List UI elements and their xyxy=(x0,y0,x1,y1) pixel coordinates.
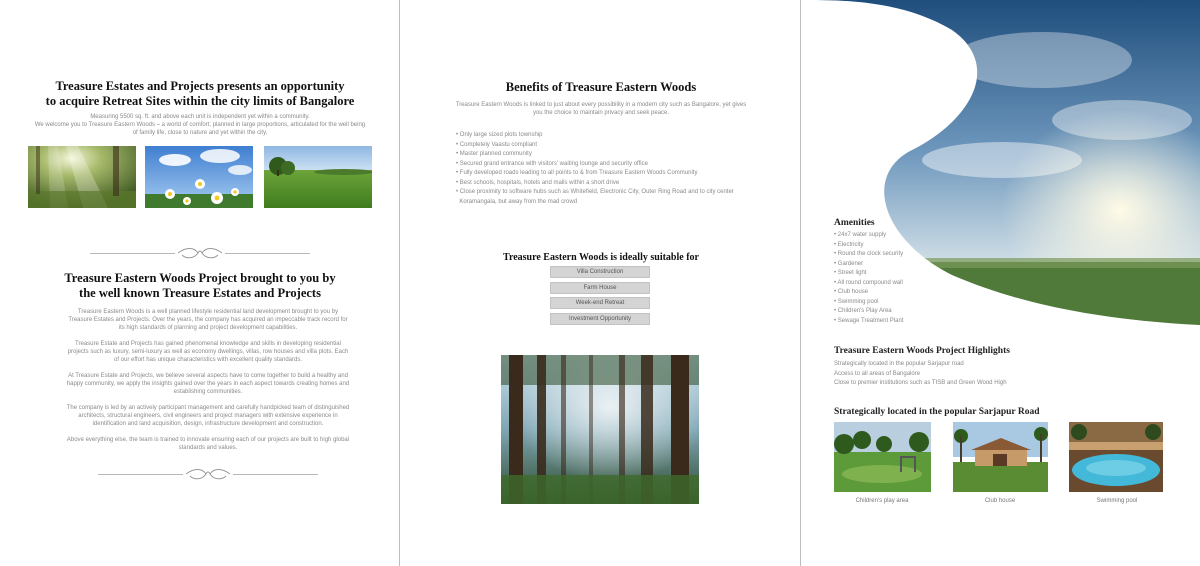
redwood-forest-photo xyxy=(501,355,699,504)
list-item: • Swimming pool xyxy=(834,298,879,305)
list-item: Access to all areas of Bangalore xyxy=(834,370,921,377)
list-item: • Round the clock security xyxy=(834,251,904,257)
main-title-line1: Treasure Estates and Projects presents an opportunity xyxy=(55,79,345,93)
list-item: • Best schools, hospitals, hotels and malls within a short drive xyxy=(456,179,620,186)
club-house-caption: Club house xyxy=(984,498,1016,504)
about-paragraph: Treasure Estate and Projects has gained phenomenal knowledge and skills in developing residential projects such as luxury, semi-luxury as well as economy dwellings, villas, row houses and villa plots. Each of our effort has unique characteristics with excellent quality standards. xyxy=(67,341,349,363)
list-item: • Secured grand entrance with visitors' waiting lounge and security office xyxy=(456,160,648,167)
green-field-photo xyxy=(264,146,372,208)
page-middle xyxy=(401,0,801,566)
benefits-intro xyxy=(451,101,751,117)
location-title: Strategically located in the popular Sarjapur Road xyxy=(834,407,1040,417)
main-title-line2: to acquire Retreat Sites within the city limits of Bangalore xyxy=(45,94,355,108)
intro-line3: of family life, close to nature and yet within the city. xyxy=(132,130,268,136)
list-item: • Fully developed roads leading to all points to & from Treasure Eastern Woods Community xyxy=(456,170,698,176)
list-item: • 24x7 water supply xyxy=(834,232,887,238)
play-area-caption: Children's play area xyxy=(855,498,909,504)
benefits-intro-line2: you the choice to maintain privacy and seek peace. xyxy=(532,110,670,116)
option-investment-opportunity: Investment Opportunity xyxy=(550,313,650,325)
about-paragraph: Above everything else, the team is trained to innovate ensuring each of our projects are built to high global standards and values. xyxy=(66,437,350,451)
highlights-title: Treasure Eastern Woods Project Highlights xyxy=(834,346,1010,356)
main-title xyxy=(20,79,380,109)
list-item: Strategically located in the popular Sarjapur road xyxy=(834,361,964,367)
list-item: • Master planned community xyxy=(456,151,532,157)
list-item: Koramangala, but away from the mad crowd xyxy=(459,198,578,205)
ornament-divider xyxy=(98,466,318,482)
section-title-line2: the well known Treasure Estates and Projects xyxy=(79,286,321,300)
list-item: • Only large sized plots township xyxy=(456,132,543,138)
page-right xyxy=(802,0,1200,566)
benefits-list xyxy=(456,131,756,207)
list-item: • Completely Vaastu compliant xyxy=(456,141,538,148)
about-paragraph: The company is led by an actively participant management and carefully handpicked team of distinguished architects, structural engineers, civil engineers and project managers with extensive experience in identification and land acquisition, design, infrastructure development and construction. xyxy=(66,405,350,427)
play-area-photo xyxy=(834,422,931,492)
section-title-line1: Treasure Eastern Woods Project brought to you by xyxy=(64,271,336,285)
list-item: • Gardener xyxy=(834,260,864,267)
swimming-pool-caption: Swimming pool xyxy=(1096,498,1138,504)
option-week-end-retreat: Week-end Retreat xyxy=(550,297,650,309)
about-paragraph: At Treasure Estate and Projects, we believe several aspects have to come together to build a healthy and happy community, we apply the insights gained over the years in each aspect towards creating homes and establishing communities. xyxy=(66,373,350,395)
list-item: • All round compound wall xyxy=(834,279,903,286)
list-item: Close to premier institutions such as TISB and Green Wood High xyxy=(834,380,1007,386)
about-body xyxy=(66,308,350,460)
list-item: • Close proximity to software hubs such as Whitefield, Electronic City, Outer Ring Road and to city center xyxy=(456,189,734,195)
amenities-list xyxy=(834,231,1034,326)
club-house-photo xyxy=(953,422,1048,492)
suitable-title: Treasure Eastern Woods is ideally suitable for xyxy=(503,252,699,263)
list-item: • Street light xyxy=(834,270,867,276)
benefits-title: Benefits of Treasure Eastern Woods xyxy=(505,80,697,94)
list-item: • Electricity xyxy=(834,241,864,248)
page-left xyxy=(0,0,400,566)
amenities-title: Amenities xyxy=(834,218,875,228)
flowers-sky-photo xyxy=(145,146,253,208)
intro-text xyxy=(30,113,370,137)
benefits-intro-line1: Treasure Eastern Woods is linked to just about every possibility in a modern city such as Bangalore, yet gives xyxy=(455,102,747,108)
section-title xyxy=(20,271,380,301)
list-item: • Children's Play Area xyxy=(834,308,892,314)
option-farm-house: Farm House xyxy=(550,282,650,294)
intro-line1: Measuring 5500 sq. ft. and above each unit is independent yet within a community. xyxy=(90,114,310,120)
intro-line2: We welcome you to Treasure Eastern Woods – a world of comfort, planned in large proportions, articulated for the well being xyxy=(34,122,366,128)
forest-sunrays-photo xyxy=(28,146,136,208)
option-villa-construction: Villa Construction xyxy=(550,266,650,278)
about-paragraph: Treasure Eastern Woods is a well planned lifestyle residential land development brought to you by Treasure Estates and Projects. Over the years, the company has acquired an impeccable track record for its high standards of planning and project development capabilities. xyxy=(68,309,348,331)
highlights-list xyxy=(834,360,1134,389)
ornament-divider xyxy=(90,245,310,261)
list-item: • Sewage Treatment Plant xyxy=(834,317,904,324)
list-item: • Club house xyxy=(834,289,869,295)
swimming-pool-photo xyxy=(1069,422,1163,492)
